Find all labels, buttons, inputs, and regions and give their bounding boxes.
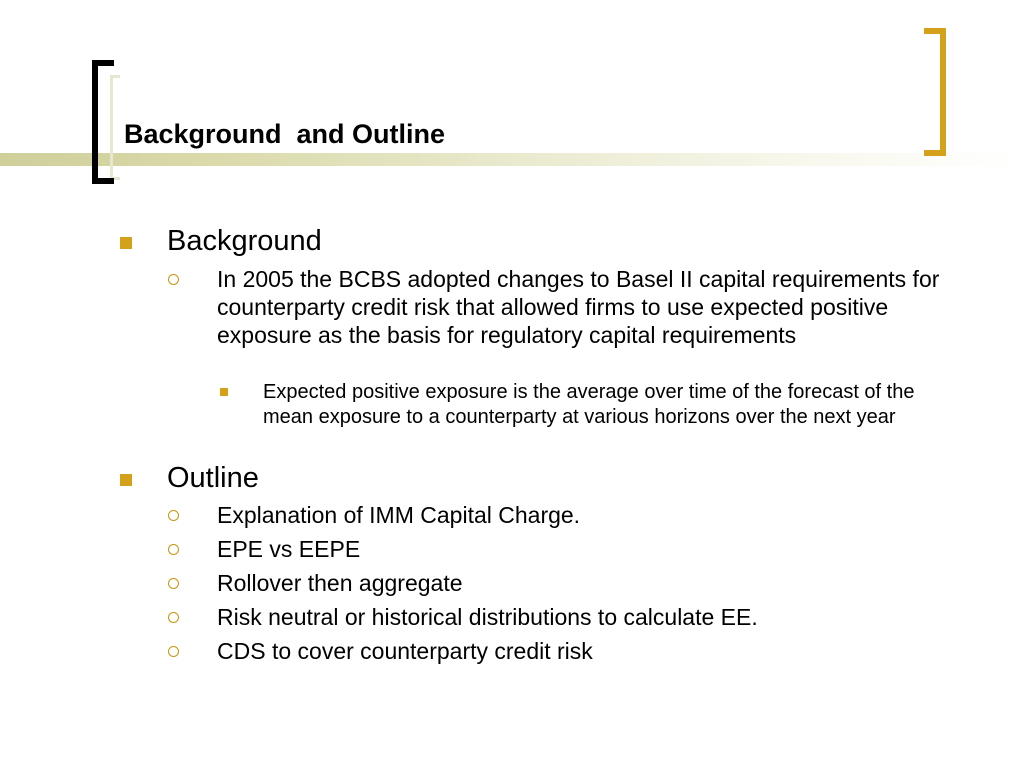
right-bracket-decoration — [924, 28, 946, 156]
list-item-text: EPE vs EEPE — [217, 536, 361, 562]
square-bullet-icon — [120, 237, 132, 249]
left-bracket-decoration — [92, 60, 114, 184]
hollow-circle-bullet-icon — [168, 510, 179, 521]
sub-list-item-text: Expected positive exposure is the average over time of the forecast of the mean exposure to a counterparty at various horizons over the next year — [263, 381, 915, 428]
list-item-text: Rollover then aggregate — [217, 570, 463, 596]
hollow-circle-bullet-icon — [168, 612, 179, 623]
list-item-text: CDS to cover counterparty credit risk — [217, 638, 593, 664]
list-item-text: Explanation of IMM Capital Charge. — [217, 502, 581, 528]
list-item-text: In 2005 the BCBS adopted changes to Basel II capital requirements for counterparty credit risk that allowed firms to use expected positive exposure as the basis for regulatory capital requirements — [217, 266, 940, 348]
list-item-text: Risk neutral or historical distributions to calculate EE. — [217, 604, 758, 630]
hollow-circle-bullet-icon — [168, 578, 179, 589]
hollow-circle-bullet-icon — [168, 544, 179, 555]
title-accent-band — [0, 153, 1024, 166]
square-bullet-icon — [120, 474, 132, 486]
slide-title: Background and Outline — [124, 119, 446, 149]
hollow-circle-bullet-icon — [168, 646, 179, 657]
section-heading: Background — [167, 225, 322, 257]
hollow-circle-bullet-icon — [168, 274, 179, 285]
small-square-bullet-icon — [220, 388, 228, 396]
section-heading: Outline — [167, 462, 259, 494]
